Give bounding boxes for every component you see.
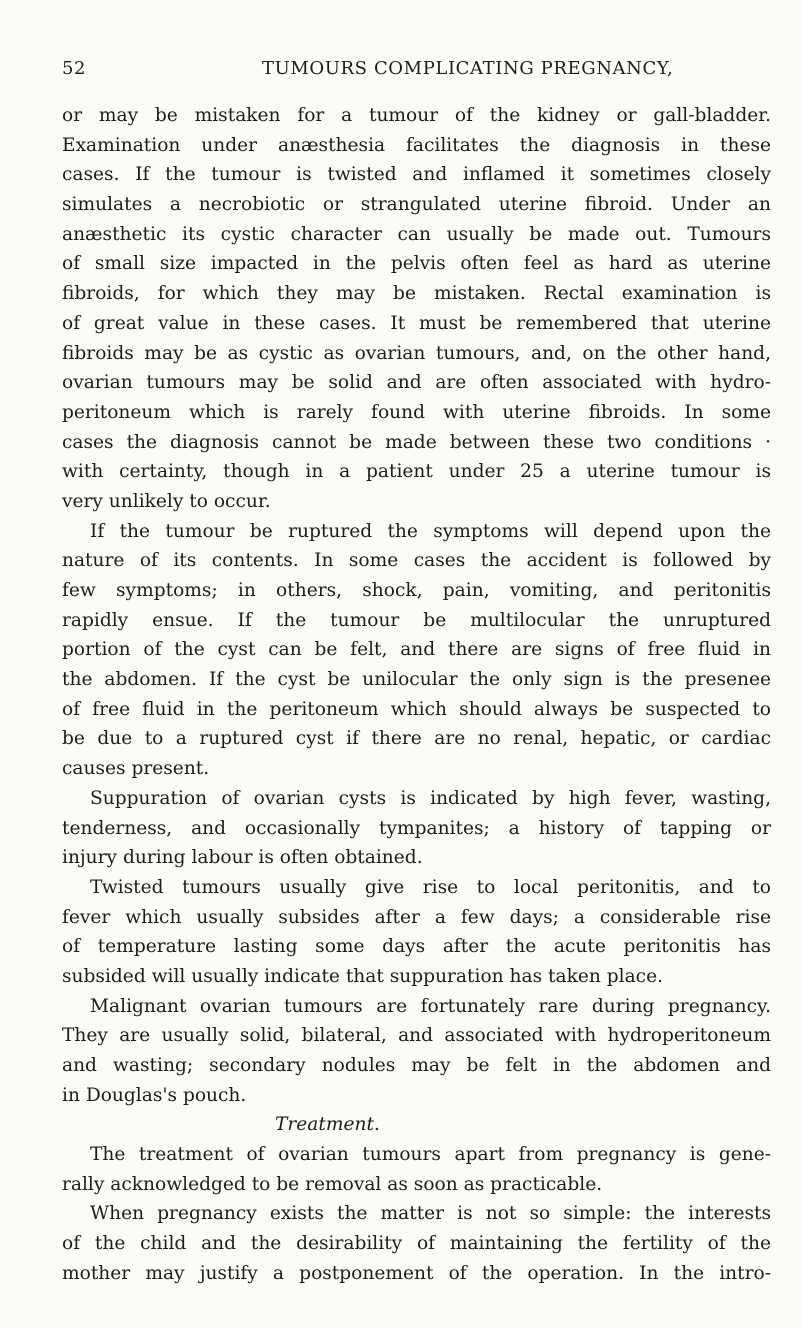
running-title: TUMOURS COMPLICATING PREGNANCY, — [262, 58, 674, 79]
text-line: When pregnancy exists the matter is not so simple: the interests — [90, 1203, 771, 1225]
text-line: the abdomen. If the cyst be unilocular the only sign is the presenee — [62, 669, 771, 691]
body-text — [62, 101, 771, 1289]
text-line: of the child and the desirability of maintaining the fertility of the — [62, 1233, 771, 1255]
text-line: The treatment of ovarian tumours apart from pregnancy is gene- — [90, 1144, 771, 1166]
text-line: peritoneum which is rarely found with uterine fibroids. In some — [62, 401, 771, 423]
text-line: of small size impacted in the pelvis often feel as hard as uterine — [62, 253, 771, 275]
text-line: of free fluid in the peritoneum which should always be suspected to — [62, 698, 771, 720]
text-line: fibroids, for which they may be mistaken. Rectal examination is — [62, 283, 771, 305]
text-line: Suppuration of ovarian cysts is indicated by high fever, wasting, — [90, 787, 771, 809]
text-line: be due to a ruptured cyst if there are no renal, hepatic, or cardiac — [62, 728, 771, 750]
text-line: with certainty, though in a patient under 25 a uterine tumour is — [62, 461, 771, 483]
text-line: Twisted tumours usually give rise to local peritonitis, and to — [90, 876, 771, 898]
text-line: rally acknowledged to be removal as soon as practicable. — [62, 1173, 603, 1195]
text-line: very unlikely to occur. — [62, 490, 271, 512]
text-line: simulates a necrobiotic or strangulated uterine fibroid. Under an — [62, 194, 771, 216]
text-line: Examination under anæsthesia facilitates the diagnosis in these — [62, 134, 771, 156]
text-line: nature of its contents. In some cases the accident is followed by — [62, 550, 771, 572]
text-line: cases. If the tumour is twisted and inflamed it sometimes closely — [62, 164, 771, 186]
section-heading-treatment: Treatment. — [275, 1114, 380, 1136]
running-head — [62, 58, 752, 88]
text-line: cases the diagnosis cannot be made between these two conditions · — [62, 431, 771, 453]
text-line: rapidly ensue. If the tumour be multilocular the unruptured — [62, 609, 771, 631]
text-line: in Douglas's pouch. — [62, 1084, 247, 1106]
text-line: injury during labour is often obtained. — [62, 847, 423, 869]
text-line: of temperature lasting some days after the acute peritonitis has — [62, 936, 771, 958]
page-number: 52 — [62, 58, 87, 79]
text-line: causes present. — [62, 758, 210, 780]
text-line: few symptoms; in others, shock, pain, vomiting, and peritonitis — [62, 580, 771, 601]
text-line: ovarian tumours may be solid and are often associated with hydro- — [62, 372, 771, 394]
text-line: anæsthetic its cystic character can usually be made out. Tumours — [62, 223, 771, 245]
text-line: of great value in these cases. It must be remembered that uterine — [62, 312, 771, 334]
text-line: fever which usually subsides after a few days; a considerable rise — [62, 906, 771, 928]
text-line: They are usually solid, bilateral, and associated with hydroperitoneum — [62, 1025, 771, 1047]
text-line: and wasting; secondary nodules may be felt in the abdomen and — [62, 1055, 771, 1076]
text-line: portion of the cyst can be felt, and there are signs of free fluid in — [62, 639, 771, 661]
text-line: Malignant ovarian tumours are fortunately rare during pregnancy. — [90, 995, 771, 1017]
text-line: tenderness, and occasionally tympanites; a history of tapping or — [62, 817, 771, 839]
text-line: mother may justify a postponement of the operation. In the intro- — [62, 1262, 771, 1284]
text-line: or may be mistaken for a tumour of the kidney or gall-bladder. — [62, 105, 771, 126]
text-line: If the tumour be ruptured the symptoms will depend upon the — [90, 520, 771, 542]
text-line: subsided will usually indicate that suppuration has taken place. — [62, 965, 664, 987]
text-line: fibroids may be as cystic as ovarian tumours, and, on the other hand, — [62, 342, 771, 364]
